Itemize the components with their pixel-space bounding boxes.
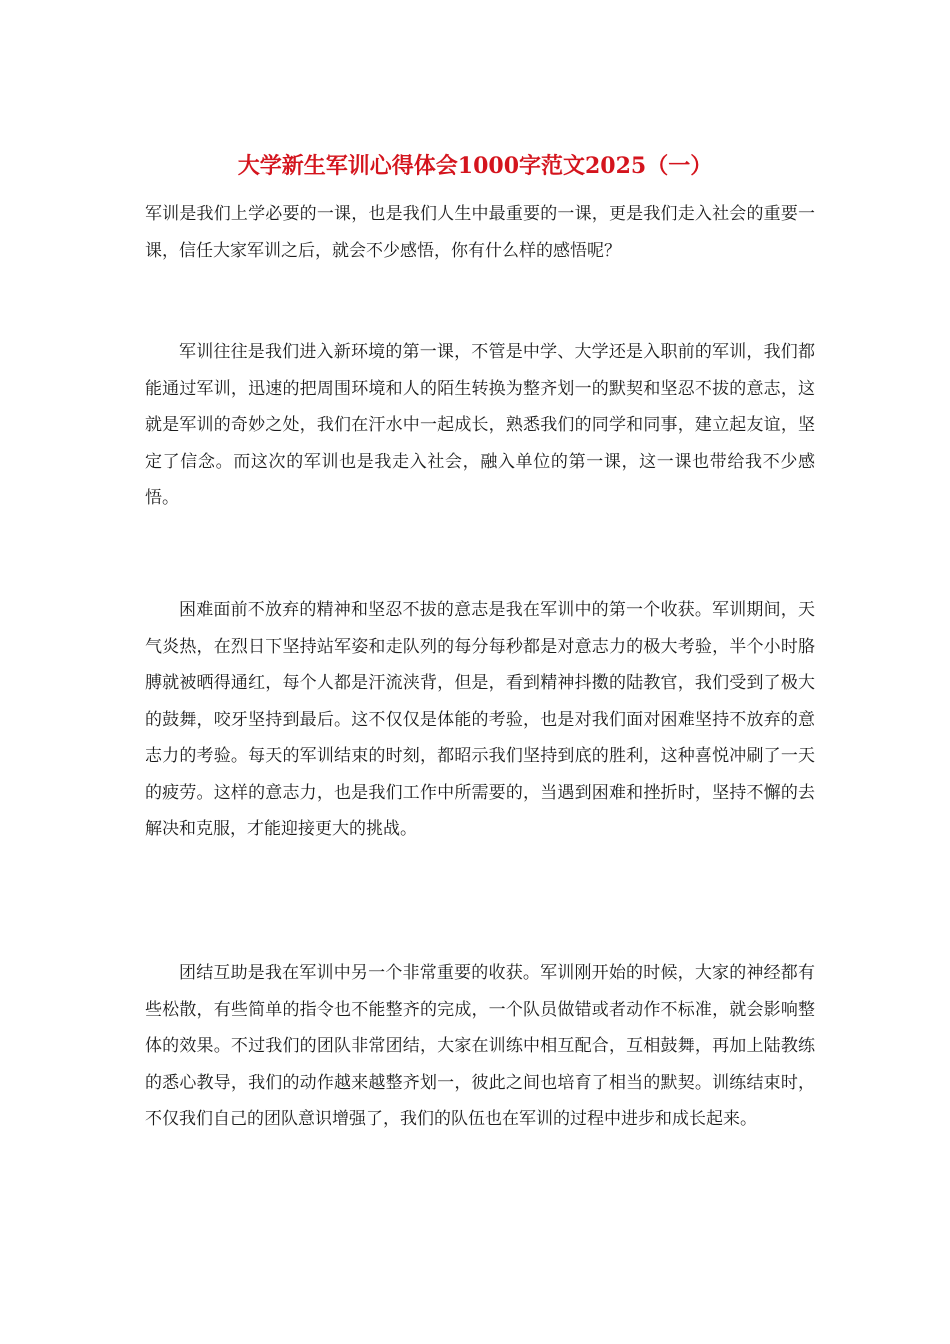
body-paragraph-1: 军训往往是我们进入新环境的第一课，不管是中学、大学还是入职前的军训，我们都能通过军训，迅速的把周围环境和人的陌生转换为整齐划一的默契和坚忍不拔的意志，这就是军训的奇妙之处，我们在汗水中一起成长，熟悉我们的同学和同事，建立起友谊，坚定了信念。而这次的军训也是我走入社会，融入单位的第一课，这一课也带给我不少感悟。	[145, 342, 815, 508]
body-paragraph-3: 团结互助是我在军训中另一个非常重要的收获。军训刚开始的时候，大家的神经都有些松散，有些简单的指令也不能整齐的完成，一个队员做错或者动作不标准，就会影响整体的效果。不过我们的团队非常团结，大家在训练中相互配合，互相鼓舞，再加上陆教练的悉心教导，我们的动作越来越整齐划一，彼此之间也培育了相当的默契。训练结束时，不仅我们自己的团队意识增强了，我们的队伍也在军训的过程中进步和成长起来。	[145, 963, 815, 1129]
body-paragraph-2: 困难面前不放弃的精神和坚忍不拔的意志是我在军训中的第一个收获。军训期间，天气炎热，在烈日下坚持站军姿和走队列的每分每秒都是对意志力的极大考验，半个小时胳膊就被晒得通红，每个人都是汗流浃背，但是，看到精神抖擞的陆教官，我们受到了极大的鼓舞，咬牙坚持到最后。这不仅仅是体能的考验，也是对我们面对困难坚持不放弃的意志力的考验。每天的军训结束的时刻，都昭示我们坚持到底的胜利，这种喜悦冲刷了一天的疲劳。这样的意志力，也是我们工作中所需要的，当遇到困难和挫折时，坚持不懈的去解决和克服，才能迎接更大的挑战。	[145, 600, 815, 839]
document-title: 大学新生军训心得体会1000字范文2025（一）	[237, 153, 713, 179]
intro-paragraph: 军训是我们上学必要的一课，也是我们人生中最重要的一课，更是我们走入社会的重要一课，信任大家军训之后，就会不少感悟，你有什么样的感悟呢？	[145, 204, 815, 261]
